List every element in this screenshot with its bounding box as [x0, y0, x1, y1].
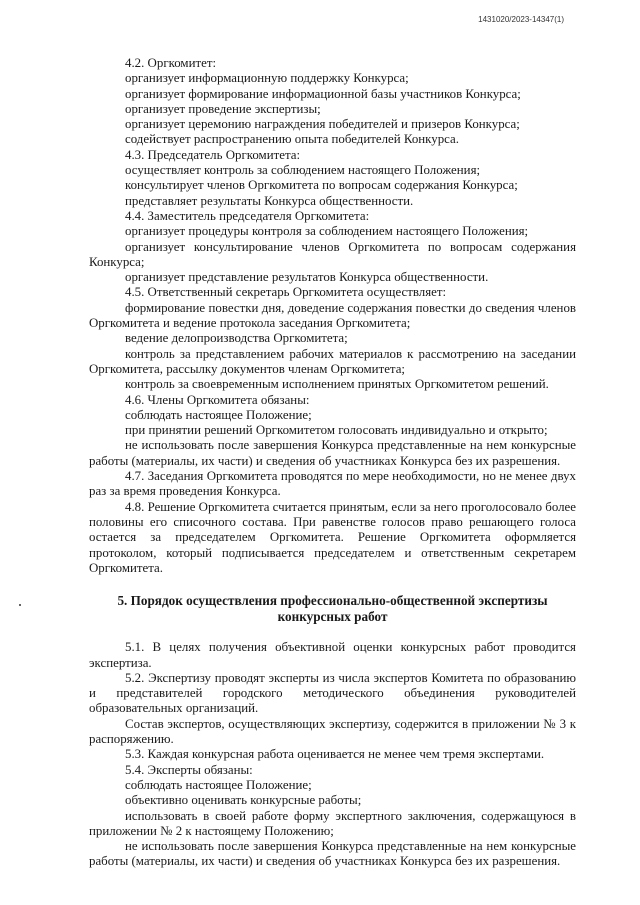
paragraph: организует консультирование членов Оргкомитета по вопросам содержания Конкурса;: [89, 239, 576, 269]
paragraph: 4.8. Решение Оргкомитета считается принятым, если за него проголосовало более половины его списочного состава. При равенстве голосов право решающего голоса остается за председателем Оргкомитета. Решение Оргкомитета оформляется протоколом, который подписывается председателем и ответственным секретарем Оргкомитета.: [89, 499, 576, 575]
paragraph: соблюдать настоящее Положение;: [125, 777, 312, 792]
paragraph: не использовать после завершения Конкурса представленные на нем конкурсные работы (материалы, их части) и сведения об участниках Конкурса без их разрешения.: [89, 438, 576, 468]
paragraph: 5.4. Эксперты обязаны:: [125, 762, 253, 777]
paragraph: контроль за своевременным исполнением принятых Оргкомитетом решений.: [125, 377, 549, 392]
paragraph: при принятии решений Оргкомитетом голосовать индивидуально и открыто;: [125, 423, 548, 438]
paragraph: содействует распространению опыта победителей Конкурса.: [125, 132, 459, 147]
paragraph: 4.5. Ответственный секретарь Оргкомитета осуществляет:: [125, 285, 447, 300]
paragraph: объективно оценивать конкурсные работы;: [125, 793, 362, 808]
paragraph: 4.2. Оргкомитет:: [125, 56, 217, 70]
paragraph: организует церемонию награждения победителей и призеров Конкурса;: [125, 117, 520, 132]
paragraph: организует представление результатов Конкурса общественности.: [125, 270, 489, 285]
paragraph: не использовать после завершения Конкурса представленные на нем конкурсные работы (материалы, их части) и сведения об участниках Конкурса без их разрешения.: [89, 839, 576, 869]
paragraph: ведение делопроизводства Оргкомитета;: [125, 331, 348, 346]
paragraph: организует формирование информационной базы участников Конкурса;: [125, 86, 521, 101]
document-body: [89, 56, 576, 870]
paragraph: соблюдать настоящее Положение;: [125, 407, 312, 422]
paragraph: представляет результаты Конкурса общественности.: [125, 193, 414, 208]
paragraph: консультирует членов Оргкомитета по вопросам содержания Конкурса;: [125, 178, 518, 193]
paragraph: Состав экспертов, осуществляющих экспертизу, содержится в приложении № 3 к распоряжению.: [89, 716, 576, 747]
paragraph: 5.2. Экспертизу проводят эксперты из числа экспертов Комитета по образованию и представителей городского методического объединения руководителей образовательных организаций.: [89, 670, 576, 716]
paragraph: организует проведение экспертизы;: [125, 101, 321, 116]
paragraph: контроль за представлением рабочих материалов к рассмотрению на заседании Оргкомитета, рассылку документов членам Оргкомитета;: [89, 346, 576, 376]
paragraph: формирование повестки дня, доведение содержания повестки до сведения членов Оргкомитета и ведение протокола заседания Оргкомитета;: [89, 300, 576, 331]
paragraph: осуществляет контроль за соблюдением настоящего Положения;: [125, 163, 481, 178]
paragraph: организует процедуры контроля за соблюдением настоящего Положения;: [125, 224, 529, 239]
paragraph: 4.4. Заместитель председателя Оргкомитета:: [125, 208, 370, 223]
scan-speck: [19, 604, 21, 606]
paragraph: организует информационную поддержку Конкурса;: [125, 71, 409, 86]
section-5-heading: 5. Порядок осуществления профессионально-общественной экспертизы конкурсных работ: [117, 593, 548, 624]
paragraph: 4.7. Заседания Оргкомитета проводятся по мере необходимости, но не менее двух раз за время проведения Конкурса.: [89, 469, 576, 499]
paragraph: 4.6. Члены Оргкомитета обязаны:: [125, 392, 310, 407]
section-4-content: [89, 56, 576, 576]
paragraph: 5.3. Каждая конкурсная работа оценивается не менее чем тремя экспертами.: [125, 747, 545, 762]
paragraph: 4.3. Председатель Оргкомитета:: [125, 147, 301, 162]
section-5-content: [89, 640, 576, 869]
paragraph: 5.1. В целях получения объективной оценки конкурсных работ проводится экспертиза.: [89, 640, 576, 670]
document-number: 1431020/2023-14347(1): [478, 15, 564, 24]
paragraph: использовать в своей работе форму экспертного заключения, содержащуюся в приложении № 2 к настоящему Положению;: [89, 808, 576, 838]
